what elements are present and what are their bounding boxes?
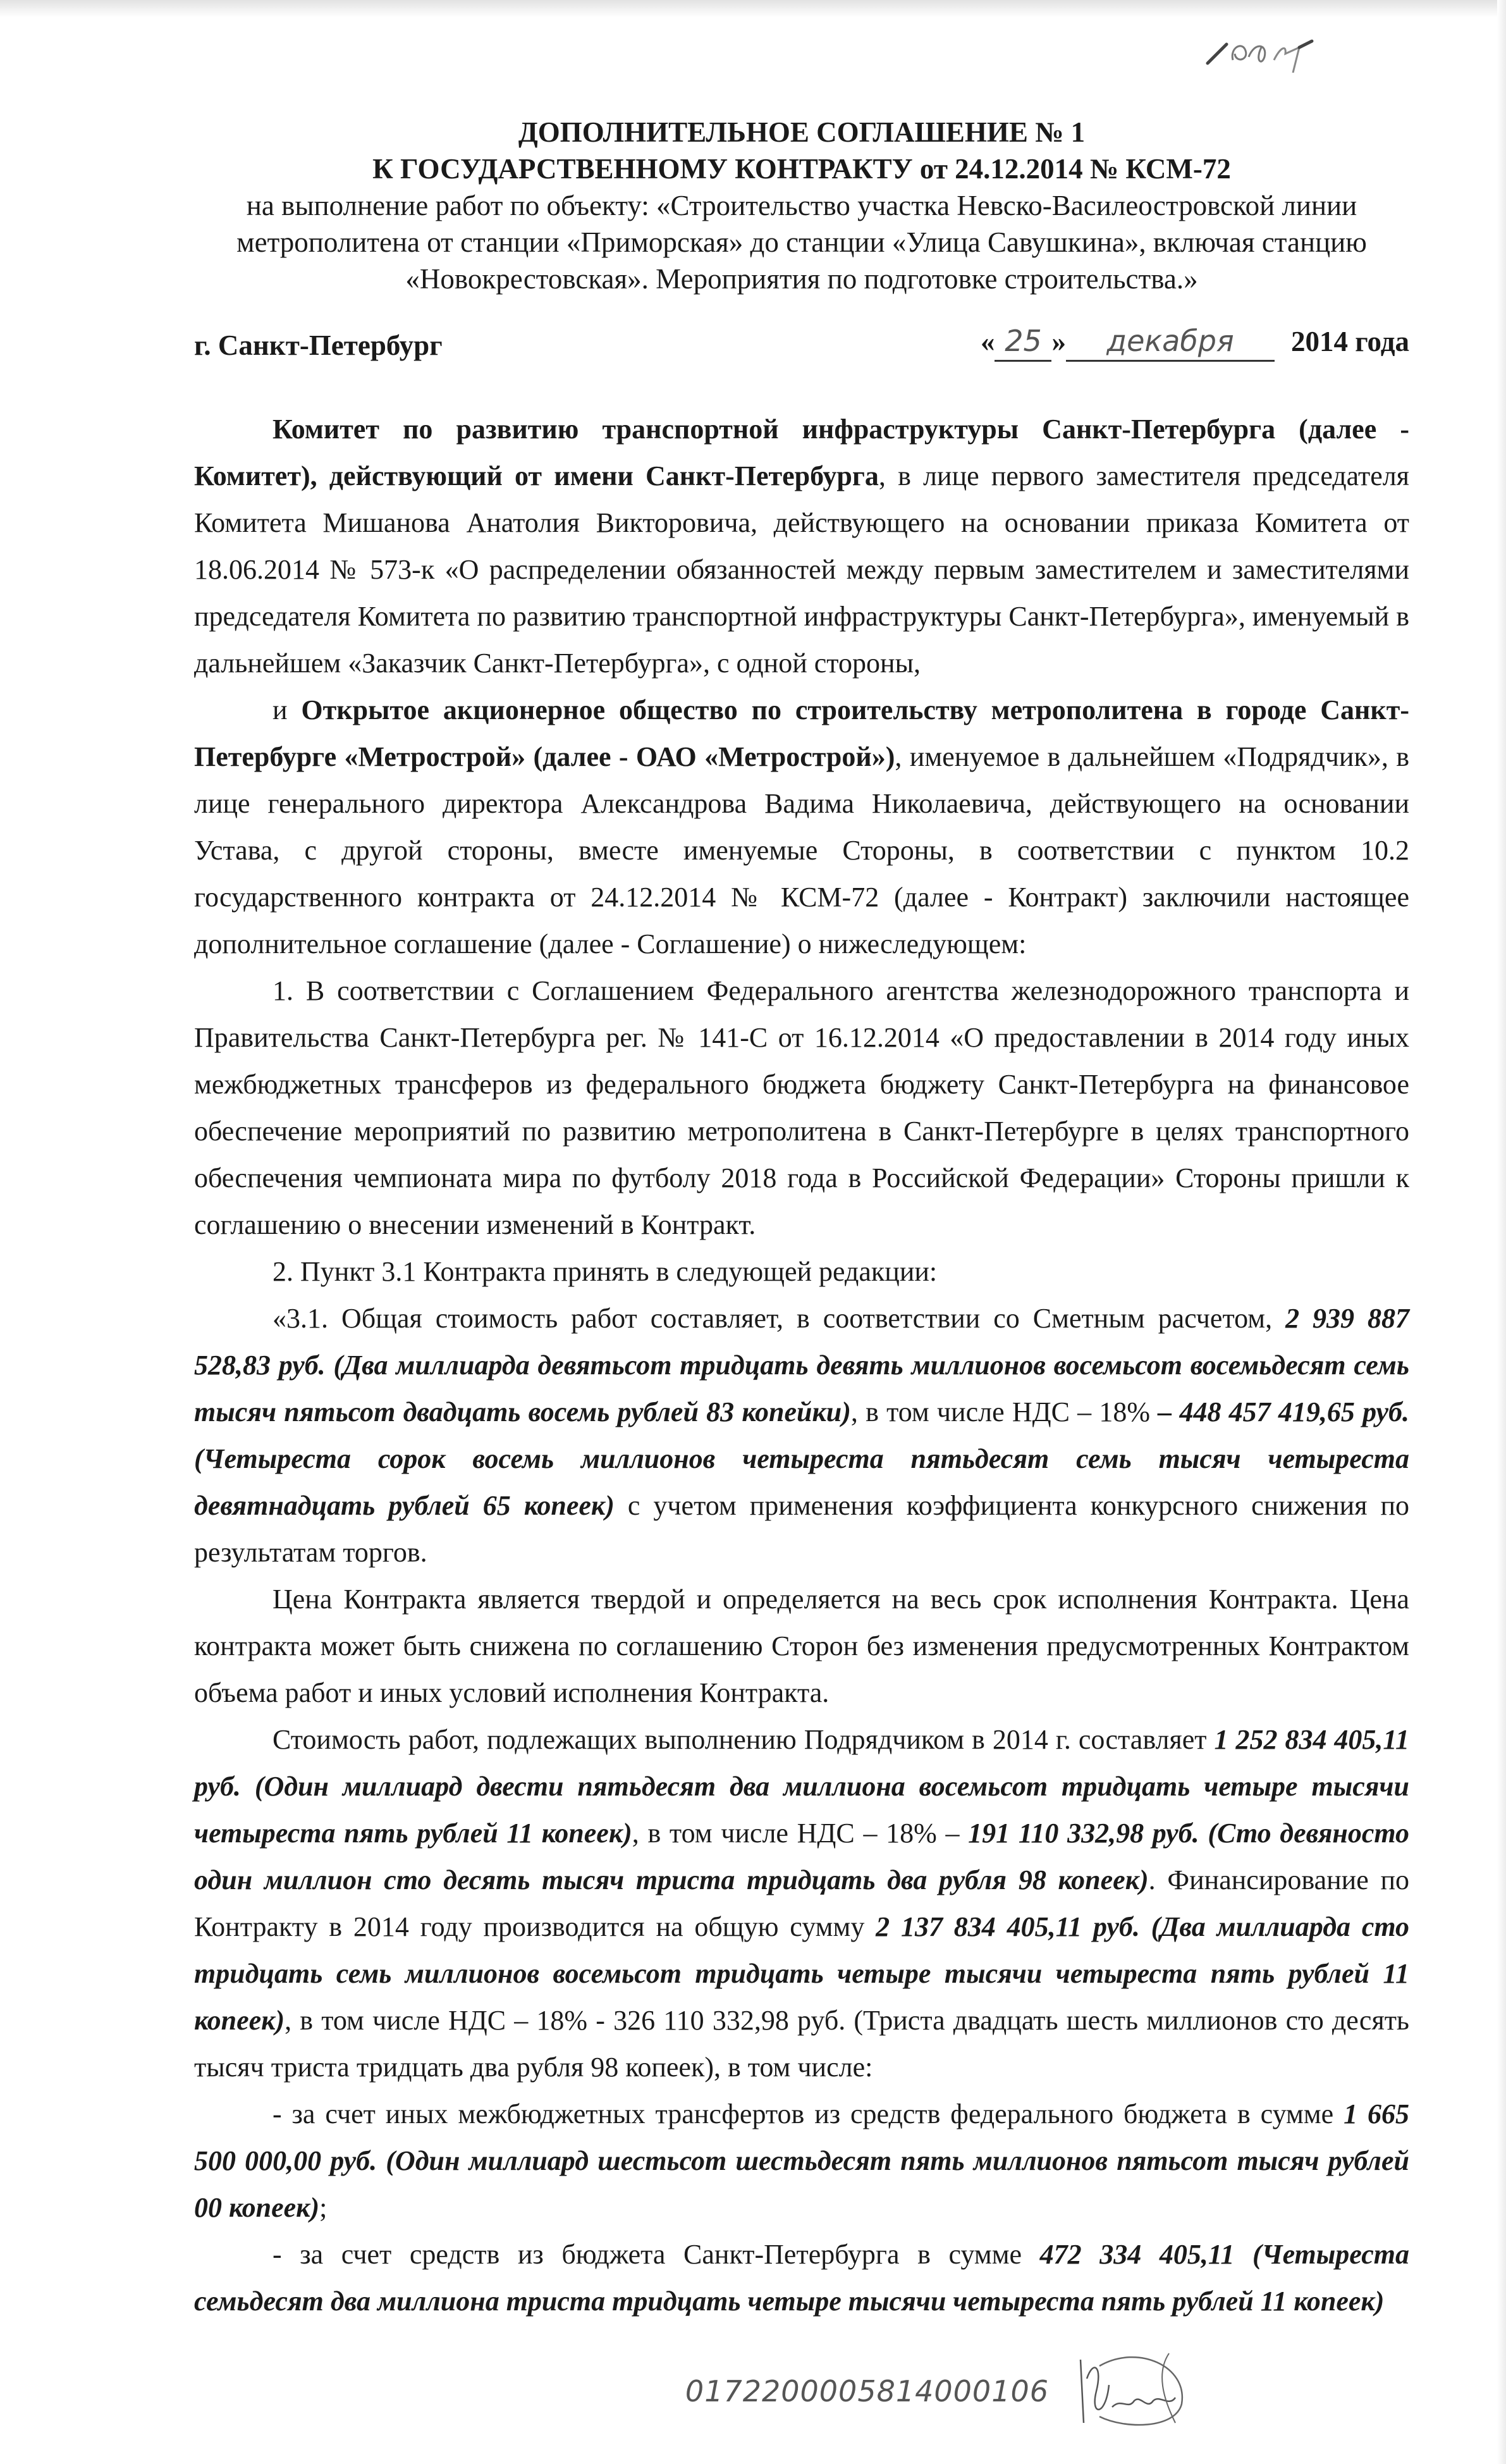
cost-2014-lead: Стоимость работ, подлежащих выполнению Подрядчиком в 2014 г. составляет: [272, 1724, 1215, 1755]
contractor-details: , именуемое в дальнейшем «Подрядчик», в лице генерального директора Александрова Вадима Николаевича, действующего на основании Устава, с другой стороны, вместе именуемые Стороны, в соответствии с пунктом 10.2 государственного контракта от 24.12.2014 № КСМ-72 (далее - Контракт) заключили настоящее дополнительное соглашение (далее - Соглашение) о нижеследующем:: [194, 741, 1410, 959]
cost-2014-mid: , в том числе НДС – 18% –: [632, 1818, 969, 1849]
city-funding-amount: 472 334 405,11 (Четыреста семьдесят два миллиона триста тридцать четыре тысячи четыреста пять рублей 11 копеек): [194, 2239, 1410, 2317]
agreement-date: [981, 322, 1409, 362]
federal-funding-lead: - за счет иных межбюджетных трансфертов из средств федерального бюджета в сумме: [272, 2098, 1344, 2129]
handwritten-procurement-number: 0172200005814000106: [685, 2374, 1049, 2408]
clause-3-1-total-cost: [194, 1295, 1409, 1576]
document-page: [194, 0, 1409, 2464]
handwritten-day: 25: [995, 322, 1051, 362]
contractor-party-paragraph: [194, 687, 1409, 968]
contract-reference: К ГОСУДАРСТВЕННОМУ КОНТРАКТУ от 24.12.2014 № КСМ-72: [372, 153, 1231, 185]
financing-lead: . Финансирование по Контракту в 2014 году производится на общую сумму: [194, 1864, 1409, 1942]
federal-funding-amount: 1 665 500 000,00 руб. (Один миллиард шестьсот шестьдесят пять миллионов пятьсот тысяч рублей 00 копеек): [194, 2098, 1410, 2223]
bottom-margin: [194, 2439, 1409, 2464]
document-header: [194, 114, 1409, 297]
cost-2014-amount: 1 252 834 405,11 руб. (Один миллиард двести пятьдесят два миллиона восемьсот тридцать четыре тысячи четыреста пять рублей 11 копеек): [194, 1724, 1409, 1849]
total-vat-amount: – 448 457 419,65 руб. (Четыреста сорок восемь миллионов четыреста пятьдесят семь тысяч четыреста девятнадцать рублей 65 копеек): [194, 1396, 1409, 1521]
agreement-title: ДОПОЛНИТЕЛЬНОЕ СОГЛАШЕНИЕ № 1: [518, 116, 1086, 148]
financing-tail: , в том числе НДС – 18% - 326 110 332,98 руб. (Триста двадцать шесть миллионов сто десять тысяч триста тридцать два рубля 98 копеек), в том числе:: [194, 2005, 1409, 2083]
clause-1: 1. В соответствии с Соглашением Федерального агентства железнодорожного транспорта и Правительства Санкт-Петербурга рег. № 141-С от 16.12.2014 «О предоставлении в 2014 году иных межбюджетных трансферов из федерального бюджета бюджету Санкт-Петербурга на финансовое обеспечение мероприятий по развитию метрополитена в Санкт-Петербурге в целях транспортного обеспечения чемпионата мира по футболу 2018 года в Российской Федерации» Стороны пришли к соглашению о внесении изменений в Контракт.: [194, 975, 1409, 1240]
cost-2014-paragraph: [194, 1716, 1409, 2091]
date-year: 2014 года: [1290, 326, 1409, 357]
work-object-subtitle: на выполнение работ по объекту: «Строительство участка Невско-Василеостровской линии метрополитена от станции «Приморская» до станции «Улица Савушкина», включая станцию «Новокрестовская». Мероприятия по подготовке строительства.»: [236, 190, 1367, 295]
scan-edge-right: [1497, 0, 1506, 2464]
agreement-body: [194, 406, 1409, 2325]
contractor-lead: и: [272, 694, 302, 725]
clause-3-1-mid: , в том числе НДС – 18%: [850, 1396, 1158, 1427]
contractor-name: Открытое акционерное общество по строительству метрополитена в городе Санкт-Петербурге «Метрострой» (далее - ОАО «Метрострой»): [194, 694, 1410, 772]
customer-party-paragraph: [194, 406, 1409, 687]
date-quote-open: «: [980, 326, 995, 357]
date-quote-close: »: [1051, 326, 1066, 357]
clause-2: 2. Пункт 3.1 Контракта принять в следующей редакции:: [272, 1256, 938, 1287]
footer-annotations: [194, 2344, 1409, 2439]
customer-name: Комитет по развитию транспортной инфраструктуры Санкт-Петербурга (далее - Комитет), действующий от имени Санкт-Петербурга: [194, 414, 1409, 491]
price-fixed-paragraph: Цена Контракта является твердой и определяется на весь срок исполнения Контракта. Цена контракта может быть снижена по соглашению Сторон без изменения предусмотренных Контрактом объема работ и иных условий исполнения Контракта.: [194, 1584, 1409, 1708]
total-cost-amount: 2 939 887 528,83 руб. (Два миллиарда девятьсот тридцать девять миллионов восемьсот восемьдесят семь тысяч пятьсот двадцать восемь рублей 83 копейки): [194, 1303, 1409, 1427]
handwritten-month: декабря: [1066, 322, 1275, 362]
financing-amount: 2 137 834 405,11 руб. (Два миллиарда сто тридцать семь миллионов восемьсот тридцать четыре тысячи четыреста пять рублей 11 копеек): [194, 1911, 1409, 2036]
cost-2014-vat: 191 110 332,98 руб. (Сто девяносто один миллион сто десять тысяч триста тридцать два рубля 98 копеек): [194, 1818, 1409, 1895]
city: г. Санкт-Петербург: [194, 330, 443, 361]
place-and-date-line: [194, 317, 1409, 362]
federal-funding-tail: ;: [319, 2192, 328, 2223]
clause-3-1-tail: с учетом применения коэффициента конкурсного снижения по результатам торгов.: [194, 1490, 1409, 1568]
federal-funding-item: [194, 2091, 1409, 2231]
clause-3-1-lead: «3.1. Общая стоимость работ составляет, в соответствии со Сметным расчетом,: [272, 1303, 1286, 1334]
signature: [1074, 2347, 1201, 2436]
city-funding-item: [194, 2231, 1409, 2325]
customer-details: , в лице первого заместителя председателя Комитета Мишанова Анатолия Викторовича, действующего на основании приказа Комитета от 18.06.2014 № 573-к «О распределении обязанностей между первым заместителем и заместителями председателя Комитета по развитию транспортной инфраструктуры Санкт-Петербурга», именуемый в дальнейшем «Заказчик Санкт-Петербурга», с одной стороны,: [194, 460, 1410, 679]
city-funding-lead: - за счет средств из бюджета Санкт-Петербурга в сумме: [272, 2239, 1040, 2270]
